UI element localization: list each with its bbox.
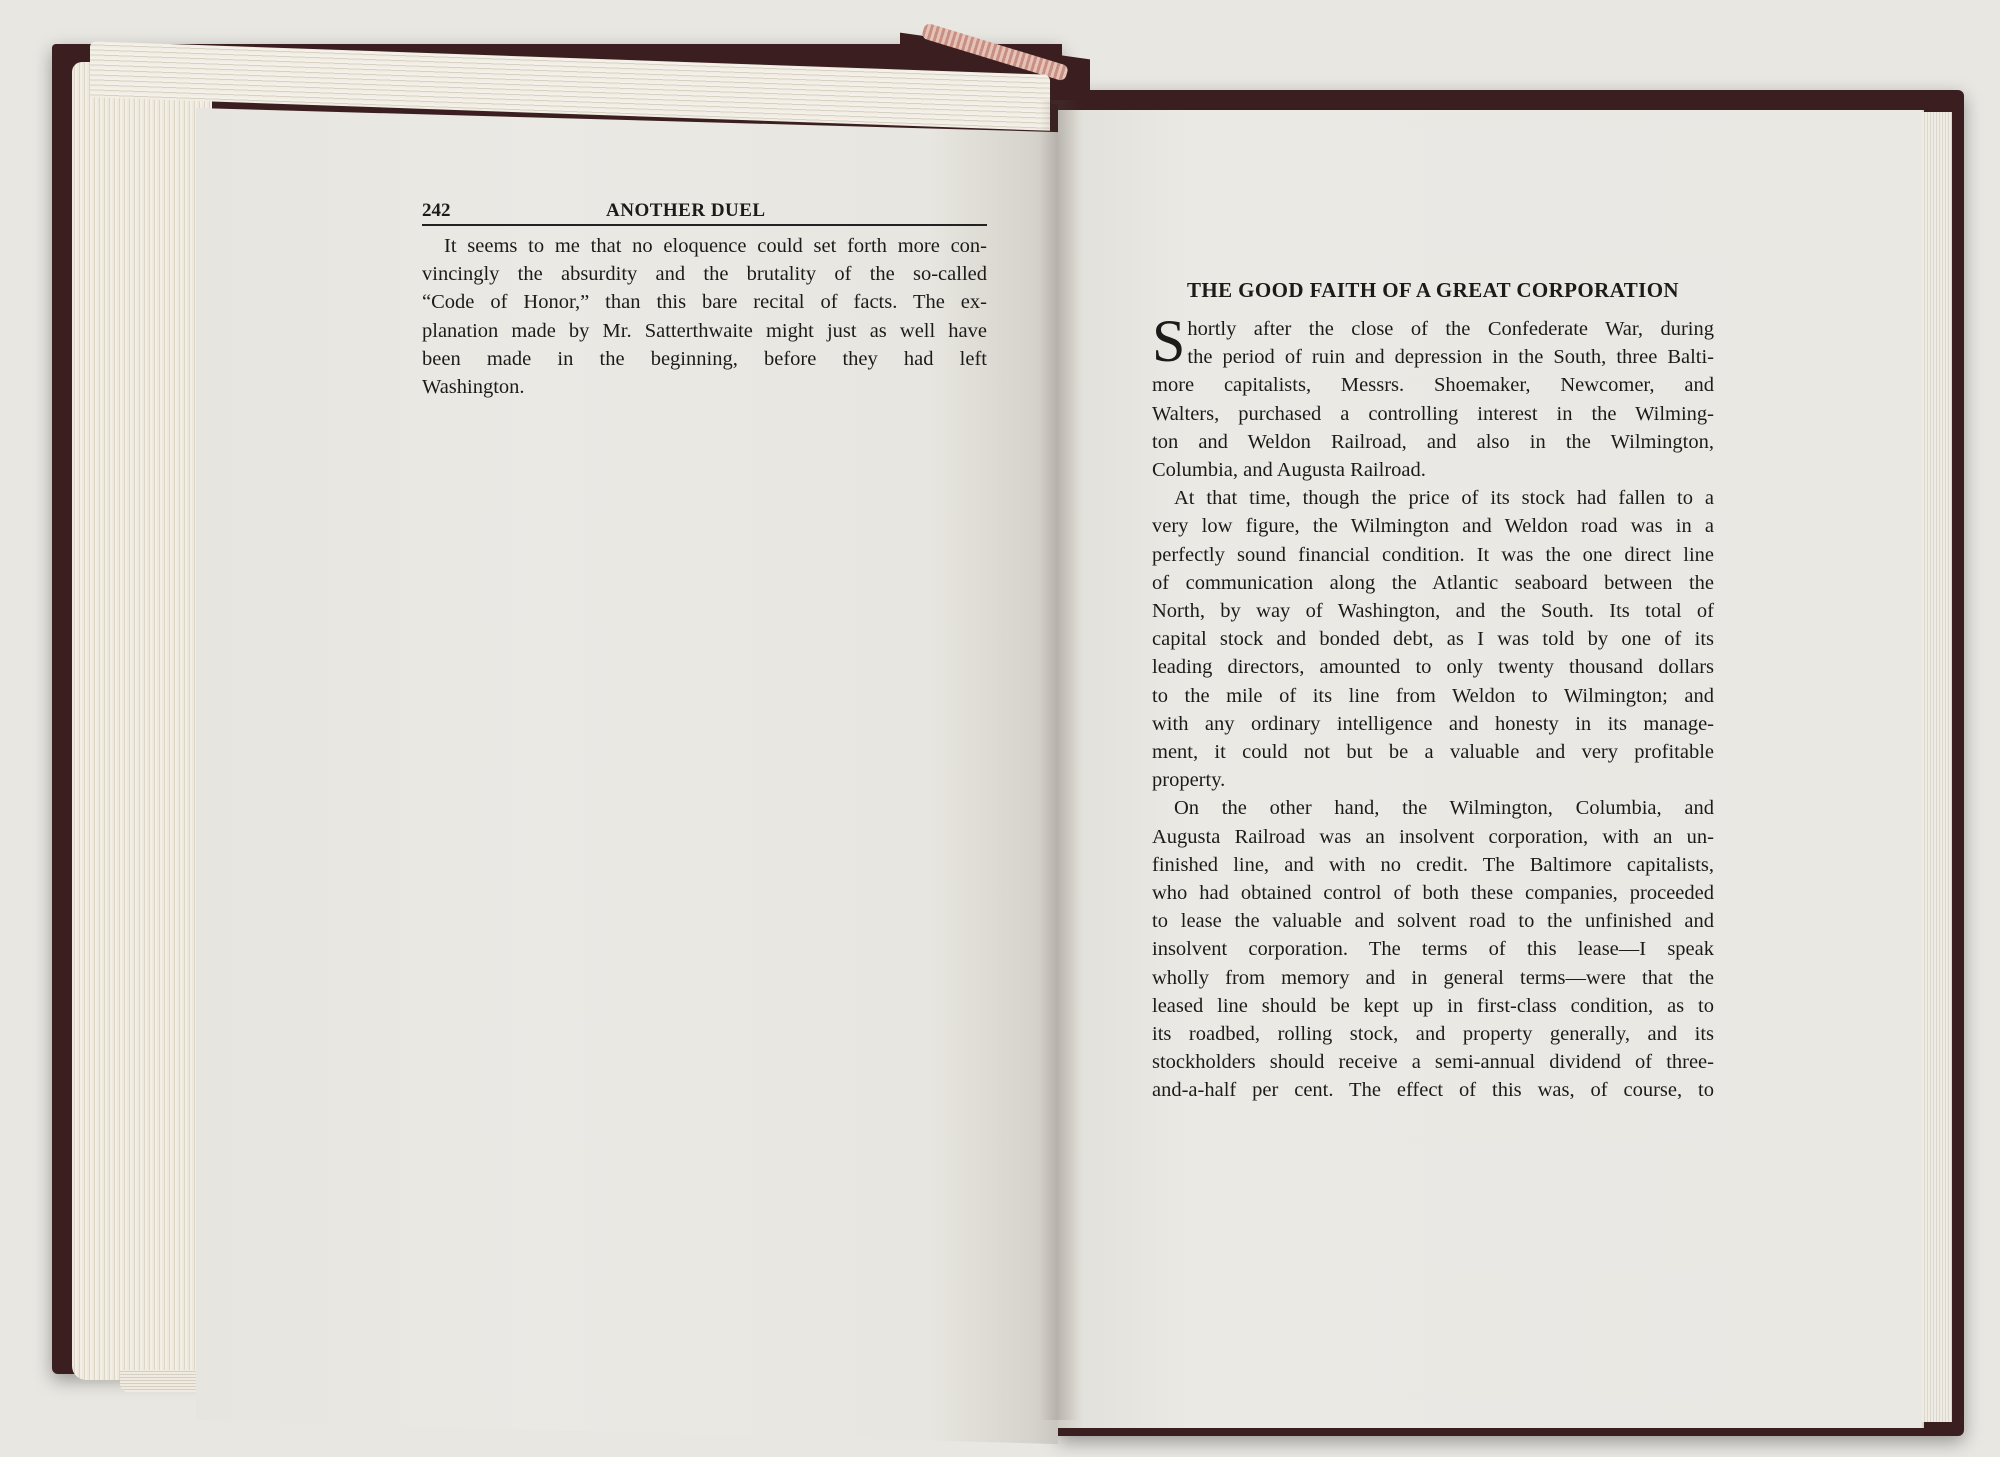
text-line: very low figure, the Wilmington and Weldon road was in a — [1152, 515, 1714, 538]
gutter-shadow — [1040, 100, 1080, 1420]
page-stack-left — [72, 62, 212, 1380]
text-line: On the other hand, the Wilmington, Columbia, and — [1174, 797, 1714, 820]
text-line: property. — [1152, 769, 1226, 792]
text-line: stockholders should receive a semi-annual dividend of three- — [1152, 1051, 1714, 1074]
text-line: of communication along the Atlantic seaboard between the — [1152, 571, 1714, 594]
text-line: North, by way of Washington, and the South. Its total of — [1152, 600, 1714, 623]
text-line: vincingly the absurdity and the brutality of the so-called — [422, 263, 987, 286]
text-line: its roadbed, rolling stock, and property generally, and its — [1152, 1023, 1714, 1046]
text-line: ton and Weldon Railroad, and also in the Wilmington, — [1152, 430, 1714, 453]
running-head: ANOTHER DUEL — [606, 200, 766, 221]
paragraph-1 — [1152, 308, 1714, 484]
text-line: Augusta Railroad was an insolvent corporation, with an un- — [1152, 825, 1714, 848]
text-line: At that time, though the price of its stock had fallen to a — [1174, 487, 1714, 510]
text-line: with any ordinary intelligence and honesty in its manage- — [1152, 712, 1714, 735]
text-line: been made in the beginning, before they had left — [422, 347, 987, 370]
text-line: insolvent corporation. The terms of this lease—I speak — [1152, 938, 1714, 961]
page-number: 242 — [422, 200, 451, 221]
text-line: to lease the valuable and solvent road to the unfinished and — [1152, 910, 1714, 933]
text-line: Walters, purchased a controlling interest in the Wilming- — [1152, 402, 1714, 425]
text-line: “Code of Honor,” than this bare recital of facts. The ex- — [422, 291, 987, 314]
text-line: Columbia, and Augusta Railroad. — [1152, 459, 1426, 482]
left-paragraph — [422, 232, 987, 401]
text-line: wholly from memory and in general terms—were that the — [1152, 966, 1714, 989]
text-line: finished line, and with no credit. The Baltimore capitalists, — [1152, 853, 1714, 876]
text-line: planation made by Mr. Satterthwaite might just as well have — [422, 319, 987, 342]
page-stack-right — [1922, 112, 1952, 1422]
text-line: the period of ruin and depression in the South, three Balti- — [1187, 346, 1714, 369]
text-line: to the mile of its line from Weldon to Wilmington; and — [1152, 684, 1714, 707]
text-line: who had obtained control of both these companies, proceeded — [1152, 882, 1714, 905]
text-line: more capitalists, Messrs. Shoemaker, Newcomer, and — [1152, 374, 1714, 397]
running-head-line — [422, 200, 987, 226]
drop-cap: S — [1152, 308, 1186, 374]
text-line: and-a-half per cent. The effect of this was, of course, to — [1152, 1079, 1714, 1102]
text-line: ment, it could not but be a valuable and very profitable — [1152, 741, 1714, 764]
text-line: It seems to me that no eloquence could set forth more con- — [444, 235, 987, 257]
paragraph-2 — [1152, 484, 1714, 794]
text-line: leased line should be kept up in first-class condition, as to — [1152, 994, 1714, 1017]
paragraph-3 — [1152, 794, 1714, 1104]
text-line: perfectly sound financial condition. It was the one direct line — [1152, 543, 1714, 566]
text-line: capital stock and bonded debt, as I was told by one of its — [1152, 628, 1714, 651]
left-page-text — [422, 200, 987, 401]
text-line: hortly after the close of the Confederate War, during — [1187, 318, 1714, 340]
right-page-text — [1152, 278, 1714, 1105]
text-line: Washington. — [422, 376, 525, 399]
chapter-title: THE GOOD FAITH OF A GREAT CORPORATION — [1186, 278, 1680, 302]
text-line: leading directors, amounted to only twenty thousand dollars — [1152, 656, 1714, 679]
